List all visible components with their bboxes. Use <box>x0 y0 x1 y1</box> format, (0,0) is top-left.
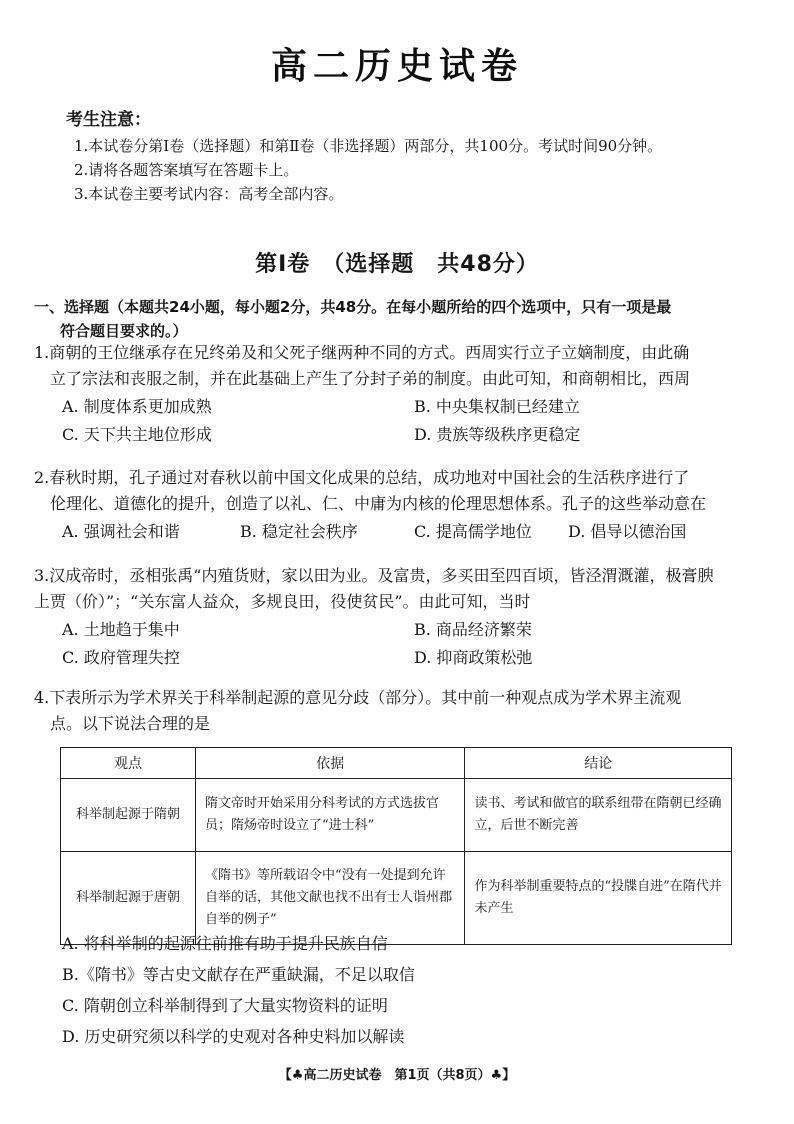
option-d: D. 抑商政策松弛 <box>414 648 533 667</box>
origin-views-table <box>60 747 732 945</box>
question-2 <box>34 465 764 545</box>
option-a: A. 强调社会和谐 <box>62 522 180 541</box>
table-header: 观点 <box>61 748 196 779</box>
table-row <box>61 779 732 852</box>
instruction-line: 符合题目要求的。） <box>60 322 188 340</box>
question-stem: 4.下表所示为学术界关于科举制起源的意见分歧（部分）。其中前一种观点成为学术界主流观 <box>34 688 682 707</box>
notice-item: 1.本试卷分第Ⅰ卷（选择题）和第Ⅱ卷（非选择题）两部分，共100分。考试时间90分钟。 <box>74 137 663 155</box>
question-3 <box>34 563 764 671</box>
table-cell: 科举制起源于隋朝 <box>61 779 196 852</box>
option-b: B.《隋书》等古史文献存在严重缺漏，不足以取信 <box>62 965 415 984</box>
question-stem: 伦理化、道德化的提升，创造了以礼、仁、中庸为内核的伦理思想体系。孔子的这些举动意在 <box>50 494 707 513</box>
table-header: 结论 <box>465 748 732 779</box>
question-4 <box>34 685 764 737</box>
option-b: B. 中央集权制已经建立 <box>414 397 580 416</box>
table-cell: 作为科举制重要特点的“投牒自进”在隋代并未产生 <box>465 852 732 945</box>
option-d: D. 贵族等级秩序更稳定 <box>414 425 581 444</box>
question-stem: 3.汉成帝时，丞相张禹“内殖货财，家以田为业。及富贵，多买田至四百顷，皆泾渭溉灌，极膏腴 <box>34 566 714 585</box>
table-header: 依据 <box>195 748 465 779</box>
section-title: 第Ⅰ卷 （选择题 共48分） <box>255 252 539 277</box>
instruction-line: 一、选择题（本题共24小题，每小题2分，共48分。在每小题所给的四个选项中，只有一项是最 <box>34 298 672 316</box>
question-stem: 2.春秋时期，孔子通过对春秋以前中国文化成果的总结，成功地对中国社会的生活秩序进行了 <box>34 468 690 487</box>
option-c: C. 提高儒学地位 <box>414 522 532 541</box>
table-cell: 科举制起源于唐朝 <box>61 852 196 945</box>
option-d: D. 倡导以德治国 <box>568 522 687 541</box>
option-a: A. 土地趋于集中 <box>62 620 180 639</box>
notice-item: 2.请将各题答案填写在答题卡上。 <box>74 161 299 179</box>
table-cell: 《隋书》等所载诏令中“没有一处提到允许自举的话，其他文献也找不出有士人诣州郡自举的例子” <box>195 852 465 945</box>
question-4-options <box>34 928 764 1052</box>
question-stem: 1.商朝的王位继承存在兄终弟及和父死子继两种不同的方式。西周实行立子立嫡制度，由此确 <box>34 343 690 362</box>
table-header-row <box>61 748 732 779</box>
question-stem: 立了宗法和丧服之制，并在此基础上产生了分封子弟的制度。由此可知，和商朝相比，西周 <box>50 369 691 388</box>
exam-title: 高二历史试卷 <box>270 46 523 87</box>
candidate-notice <box>66 108 662 206</box>
question-1 <box>34 340 764 448</box>
option-d: D. 历史研究须以科学的史观对各种史料加以解读 <box>62 1027 405 1046</box>
option-c: C. 天下共主地位形成 <box>62 425 212 444</box>
question-stem: 上贾（价）”；“关东富人益众，多规良田，役使贫民”。由此可知，当时 <box>34 592 531 611</box>
option-c: C. 隋朝创立科举制得到了大量实物资料的证明 <box>62 996 388 1015</box>
table-cell: 隋文帝时开始采用分科考试的方式选拔官员；隋炀帝时设立了“进士科” <box>195 779 465 852</box>
option-b: B. 稳定社会秩序 <box>240 522 358 541</box>
notice-heading: 考生注意： <box>66 110 151 130</box>
page-footer: 【♣高二历史试卷 第1页（共8页）♣】 <box>278 1068 516 1083</box>
question-stem: 点。以下说法合理的是 <box>50 714 211 733</box>
table-cell: 读书、考试和做官的联系纽带在隋朝已经确立，后世不断完善 <box>465 779 732 852</box>
option-a: A. 将科举制的起源往前推有助于提升民族自信 <box>62 934 388 953</box>
option-b: B. 商品经济繁荣 <box>414 620 532 639</box>
option-a: A. 制度体系更加成熟 <box>62 397 212 416</box>
option-c: C. 政府管理失控 <box>62 648 180 667</box>
section-instructions <box>34 295 764 343</box>
notice-item: 3.本试卷主要考试内容：高考全部内容。 <box>74 185 344 203</box>
